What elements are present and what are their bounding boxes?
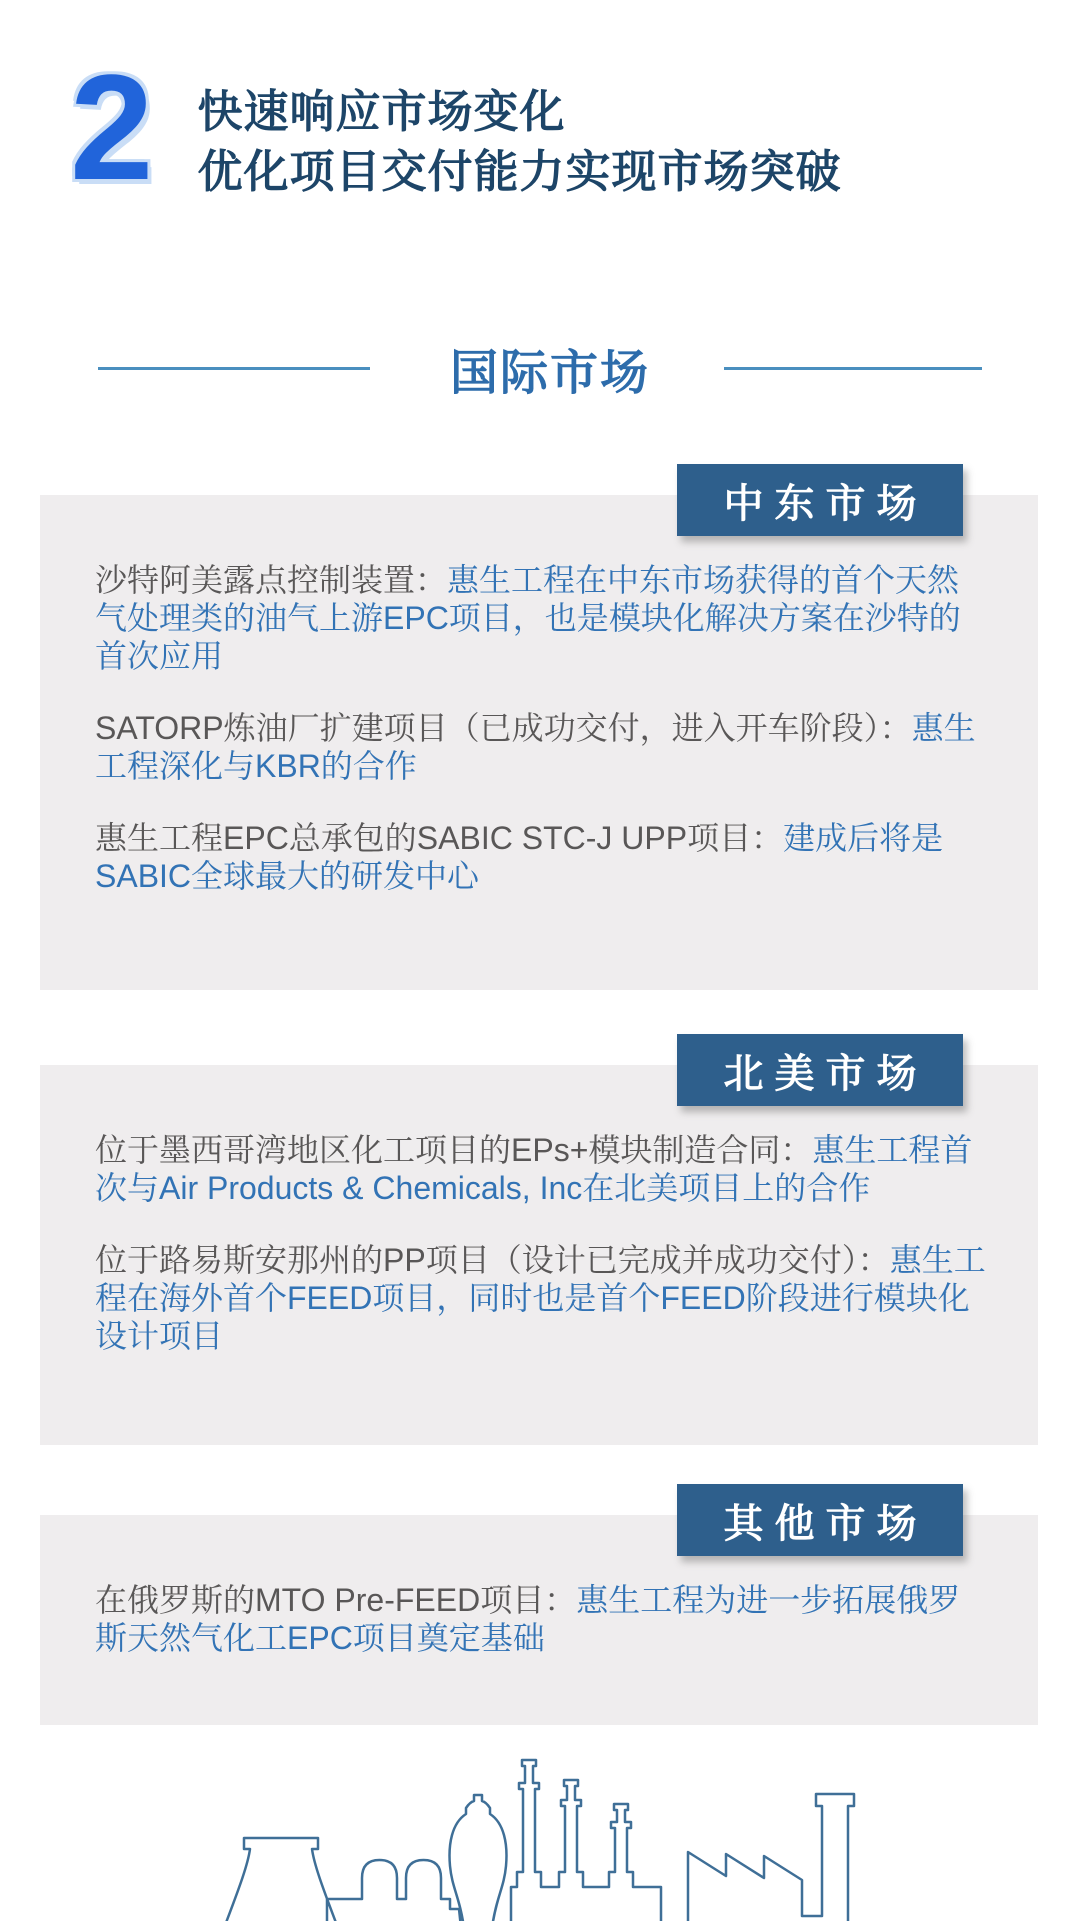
item-desc: 惠生工程在中东市场获得的首个天然气处理类的油气上游EPC项目，也是模块化解决方案在沙特的首次应用 <box>95 562 961 674</box>
group-title-row <box>0 336 1080 400</box>
item-label: SATORP炼油厂扩建项目（已成功交付，进入开车阶段）： <box>95 710 912 746</box>
item-desc: 惠生工程首次与Air Products & Chemicals, Inc在北美项目上的合作 <box>95 1132 973 1206</box>
market-item <box>95 709 988 785</box>
section-content <box>40 1065 1038 1355</box>
market-item <box>95 561 988 675</box>
item-desc: 建成后将是SABIC全球最大的研发中心 <box>95 820 944 894</box>
section-other-markets <box>40 1501 1038 1725</box>
page-title-line-1: 快速响应市场变化 <box>197 86 566 137</box>
market-item <box>95 1581 988 1657</box>
item-label: 位于墨西哥湾地区化工项目的EPs+模块制造合同： <box>95 1132 813 1168</box>
item-label: 沙特阿美露点控制装置： <box>95 562 448 598</box>
divider-line-right <box>724 367 982 370</box>
page-title <box>197 58 841 203</box>
section-number: 2 <box>70 43 154 211</box>
divider-line-left <box>98 367 370 370</box>
group-title: 国际市场 <box>449 346 650 400</box>
item-desc: 惠生工程为进一步拓展俄罗斯天然气化工EPC项目奠定基础 <box>95 1582 961 1656</box>
item-desc: 惠生工程在海外首个FEED项目，同时也是首个FEED阶段进行模块化设计项目 <box>95 1242 986 1354</box>
item-label: 位于路易斯安那州的PP项目（设计已完成并成功交付）： <box>95 1242 890 1278</box>
section-content <box>40 495 1038 895</box>
tab-north-america-market: 北美市场 <box>677 1034 963 1106</box>
item-desc: 惠生工程深化与KBR的合作 <box>95 710 976 784</box>
market-item <box>95 819 988 895</box>
industrial-plant-skyline-icon <box>218 1756 858 1921</box>
market-item <box>95 1131 988 1207</box>
market-item <box>95 1241 988 1355</box>
page-header <box>70 43 842 211</box>
tab-other-markets: 其他市场 <box>677 1484 963 1556</box>
section-north-america-market <box>40 1051 1038 1445</box>
item-label: 在俄罗斯的MTO Pre-FEED项目： <box>95 1582 577 1618</box>
page-title-line-2: 优化项目交付能力实现市场突破 <box>197 146 842 198</box>
section-middle-east-market <box>40 481 1038 990</box>
item-label: 惠生工程EPC总承包的SABIC STC-J UPP项目： <box>95 820 784 856</box>
tab-middle-east-market: 中东市场 <box>677 464 963 536</box>
